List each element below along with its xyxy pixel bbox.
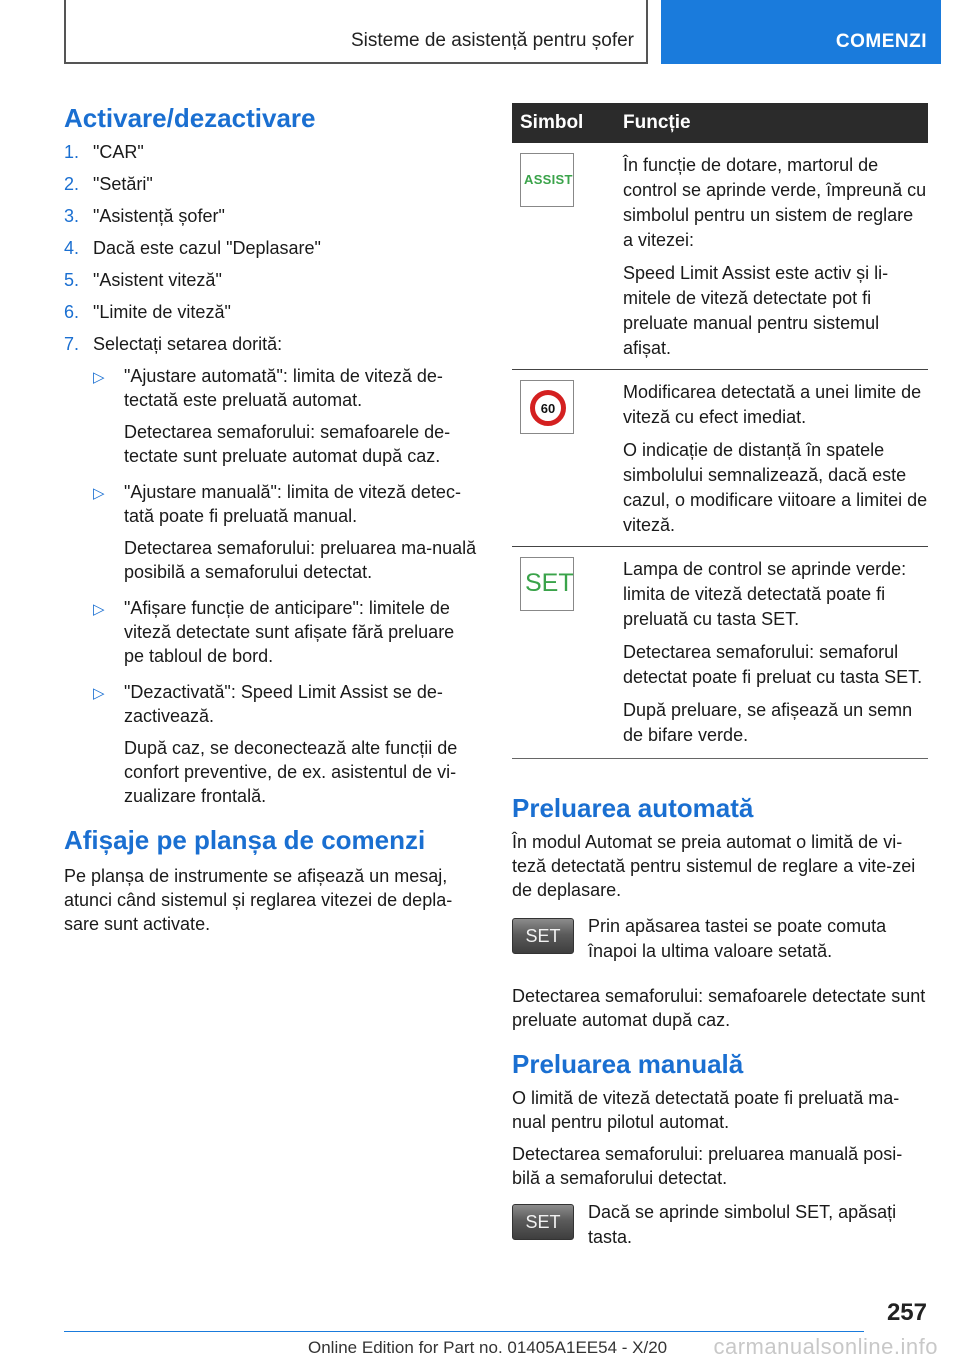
triangle-bullet-icon: ▷ bbox=[93, 685, 105, 702]
auto-takeover-text: În modul Automat se preia automat o limită de vi-teză detectată pentru sistemul de reglare a vite-zei de deplasare. bbox=[512, 832, 916, 900]
col-function-header: Funcție bbox=[623, 112, 691, 133]
footer-divider bbox=[64, 1331, 864, 1332]
header-chapter-title: COMENZI bbox=[835, 31, 927, 52]
auto-takeover-after: Detectarea semaforului: semafoarele detectate sunt preluate automat după caz. bbox=[512, 986, 926, 1030]
assist-icon: ASSIST bbox=[520, 153, 574, 207]
speed-limit-sign-icon: 60 bbox=[520, 380, 574, 434]
step-item: 4. Dacă este cazul "Deplasare" bbox=[64, 238, 321, 258]
watermark: carmanualsonline.info bbox=[713, 1334, 938, 1359]
step-item: 1. "CAR" bbox=[64, 142, 144, 162]
activation-heading: Activare/dezactivare bbox=[64, 103, 316, 133]
header-section-box bbox=[64, 0, 648, 64]
display-text: Pe planșa de instrumente se afișează un mesaj, atunci când sistemul și reglarea vitezei de depla-sare sunt activate. bbox=[64, 866, 453, 934]
header-section-title: Sisteme de asistență pentru șofer bbox=[350, 30, 634, 51]
option-item: ▷ "Dezactivată": Speed Limit Assist se de-zactivează. După caz, se deconectează alte funcții de confort preventive, de ex. asistentul de vi-zualizare frontală. bbox=[93, 682, 458, 806]
page-number: 257 bbox=[886, 1299, 927, 1326]
option-item: ▷ "Afișare funcție de anticipare": limitele de viteză detectate sunt afișate fără preluare pe tabloul de bord. bbox=[93, 598, 455, 666]
manual-takeover-text2: Detectarea semaforului: preluarea manuală posi-bilă a semaforului detectat. bbox=[512, 1144, 903, 1188]
set-key-icon: SET bbox=[512, 1204, 574, 1240]
footer-edition: Online Edition for Part no. 01405A1EE54 - X/20 bbox=[308, 1338, 668, 1357]
right-column-lower bbox=[512, 790, 928, 1256]
left-column bbox=[64, 100, 478, 936]
set-key-icon: SET bbox=[512, 918, 574, 954]
manual-takeover-key-row: SET Dacă se aprinde simbolul SET, apăsați tasta. bbox=[512, 1200, 928, 1256]
step-item: 6. "Limite de viteză" bbox=[64, 302, 231, 322]
display-heading: Afișaje pe planșa de comenzi bbox=[64, 825, 426, 855]
table-row: SET Lampa de control se aprinde verde: limita de viteză detectată poate fi preluată cu tasta SET. Detectarea semaforului: semaforul detectat poate fi preluat cu tasta SET. După preluare, se afișează un semn de bifare verde. bbox=[512, 547, 928, 759]
step-item: 2. "Setări" bbox=[64, 174, 153, 194]
header-chapter-tab bbox=[661, 0, 941, 64]
manual-takeover-text1: O limită de viteză detectată poate fi preluată ma-nual pentru pilotul automat. bbox=[512, 1088, 900, 1132]
table-row: 60 Modificarea detectată a unei limite de viteză cu efect imediat. O indicație de distanță în spatele simbolului semnalizează, dacă este cazul, o modificare viitoare a limitei de viteză. bbox=[512, 370, 928, 547]
step-item: 7. Selectați setarea dorită: ▷ "Ajustare automată": limita de viteză de-tectată este preluată automat. Detectarea semaforului: semafoarele de-tectate sunt preluate automat după caz. ▷ "Ajustare manuală": limita de viteză detec-tată poate fi preluată manual. Detectarea semaforului: preluarea ma-nuală posibilă a semaforului detectat. ▷ "Afișare funcție de anticipare": limitele de viteză detectate sunt afișate fără preluare pe tabloul de bord. ▷ "Dezactivată": Speed Limit Assist se de-zactivează. După caz, se deconectează alte funcții de confort preventive, de ex. asistentul de vi-zualizare frontală. bbox=[64, 334, 477, 806]
triangle-bullet-icon: ▷ bbox=[93, 485, 105, 502]
table-header bbox=[512, 103, 928, 143]
triangle-bullet-icon: ▷ bbox=[93, 369, 105, 386]
auto-takeover-key-row: SET Prin apăsarea tastei se poate comuta înapoi la ultima valoare setată. bbox=[512, 914, 928, 970]
activation-steps bbox=[64, 140, 478, 808]
step-item: 5. "Asistent viteză" bbox=[64, 270, 222, 290]
option-item: ▷ "Ajustare automată": limita de viteză de-tectată este preluată automat. Detectarea semaforului: semafoarele de-tectate sunt preluate automat după caz. bbox=[93, 366, 451, 466]
set-indicator-icon: SET bbox=[520, 557, 574, 611]
step-item: 3. "Asistență șofer" bbox=[64, 206, 225, 226]
manual-takeover-heading: Preluarea manuală bbox=[512, 1049, 744, 1079]
table-row: ASSIST În funcție de dotare, martorul de control se aprinde verde, împreună cu simbolul pentru un sistem de reglare a vitezei: Speed Limit Assist este activ și li-mitele de viteză detectate pot fi preluate manual pentru sistemul afișat. bbox=[512, 143, 928, 370]
option-list bbox=[93, 364, 478, 808]
col-symbol-header: Simbol bbox=[520, 112, 584, 133]
symbol-table bbox=[512, 103, 928, 759]
option-item: ▷ "Ajustare manuală": limita de viteză detec-tată poate fi preluată manual. Detectarea semaforului: preluarea ma-nuală posibilă a semaforului detectat. bbox=[93, 482, 477, 582]
triangle-bullet-icon: ▷ bbox=[93, 601, 105, 618]
auto-takeover-heading: Preluarea automată bbox=[512, 793, 754, 823]
